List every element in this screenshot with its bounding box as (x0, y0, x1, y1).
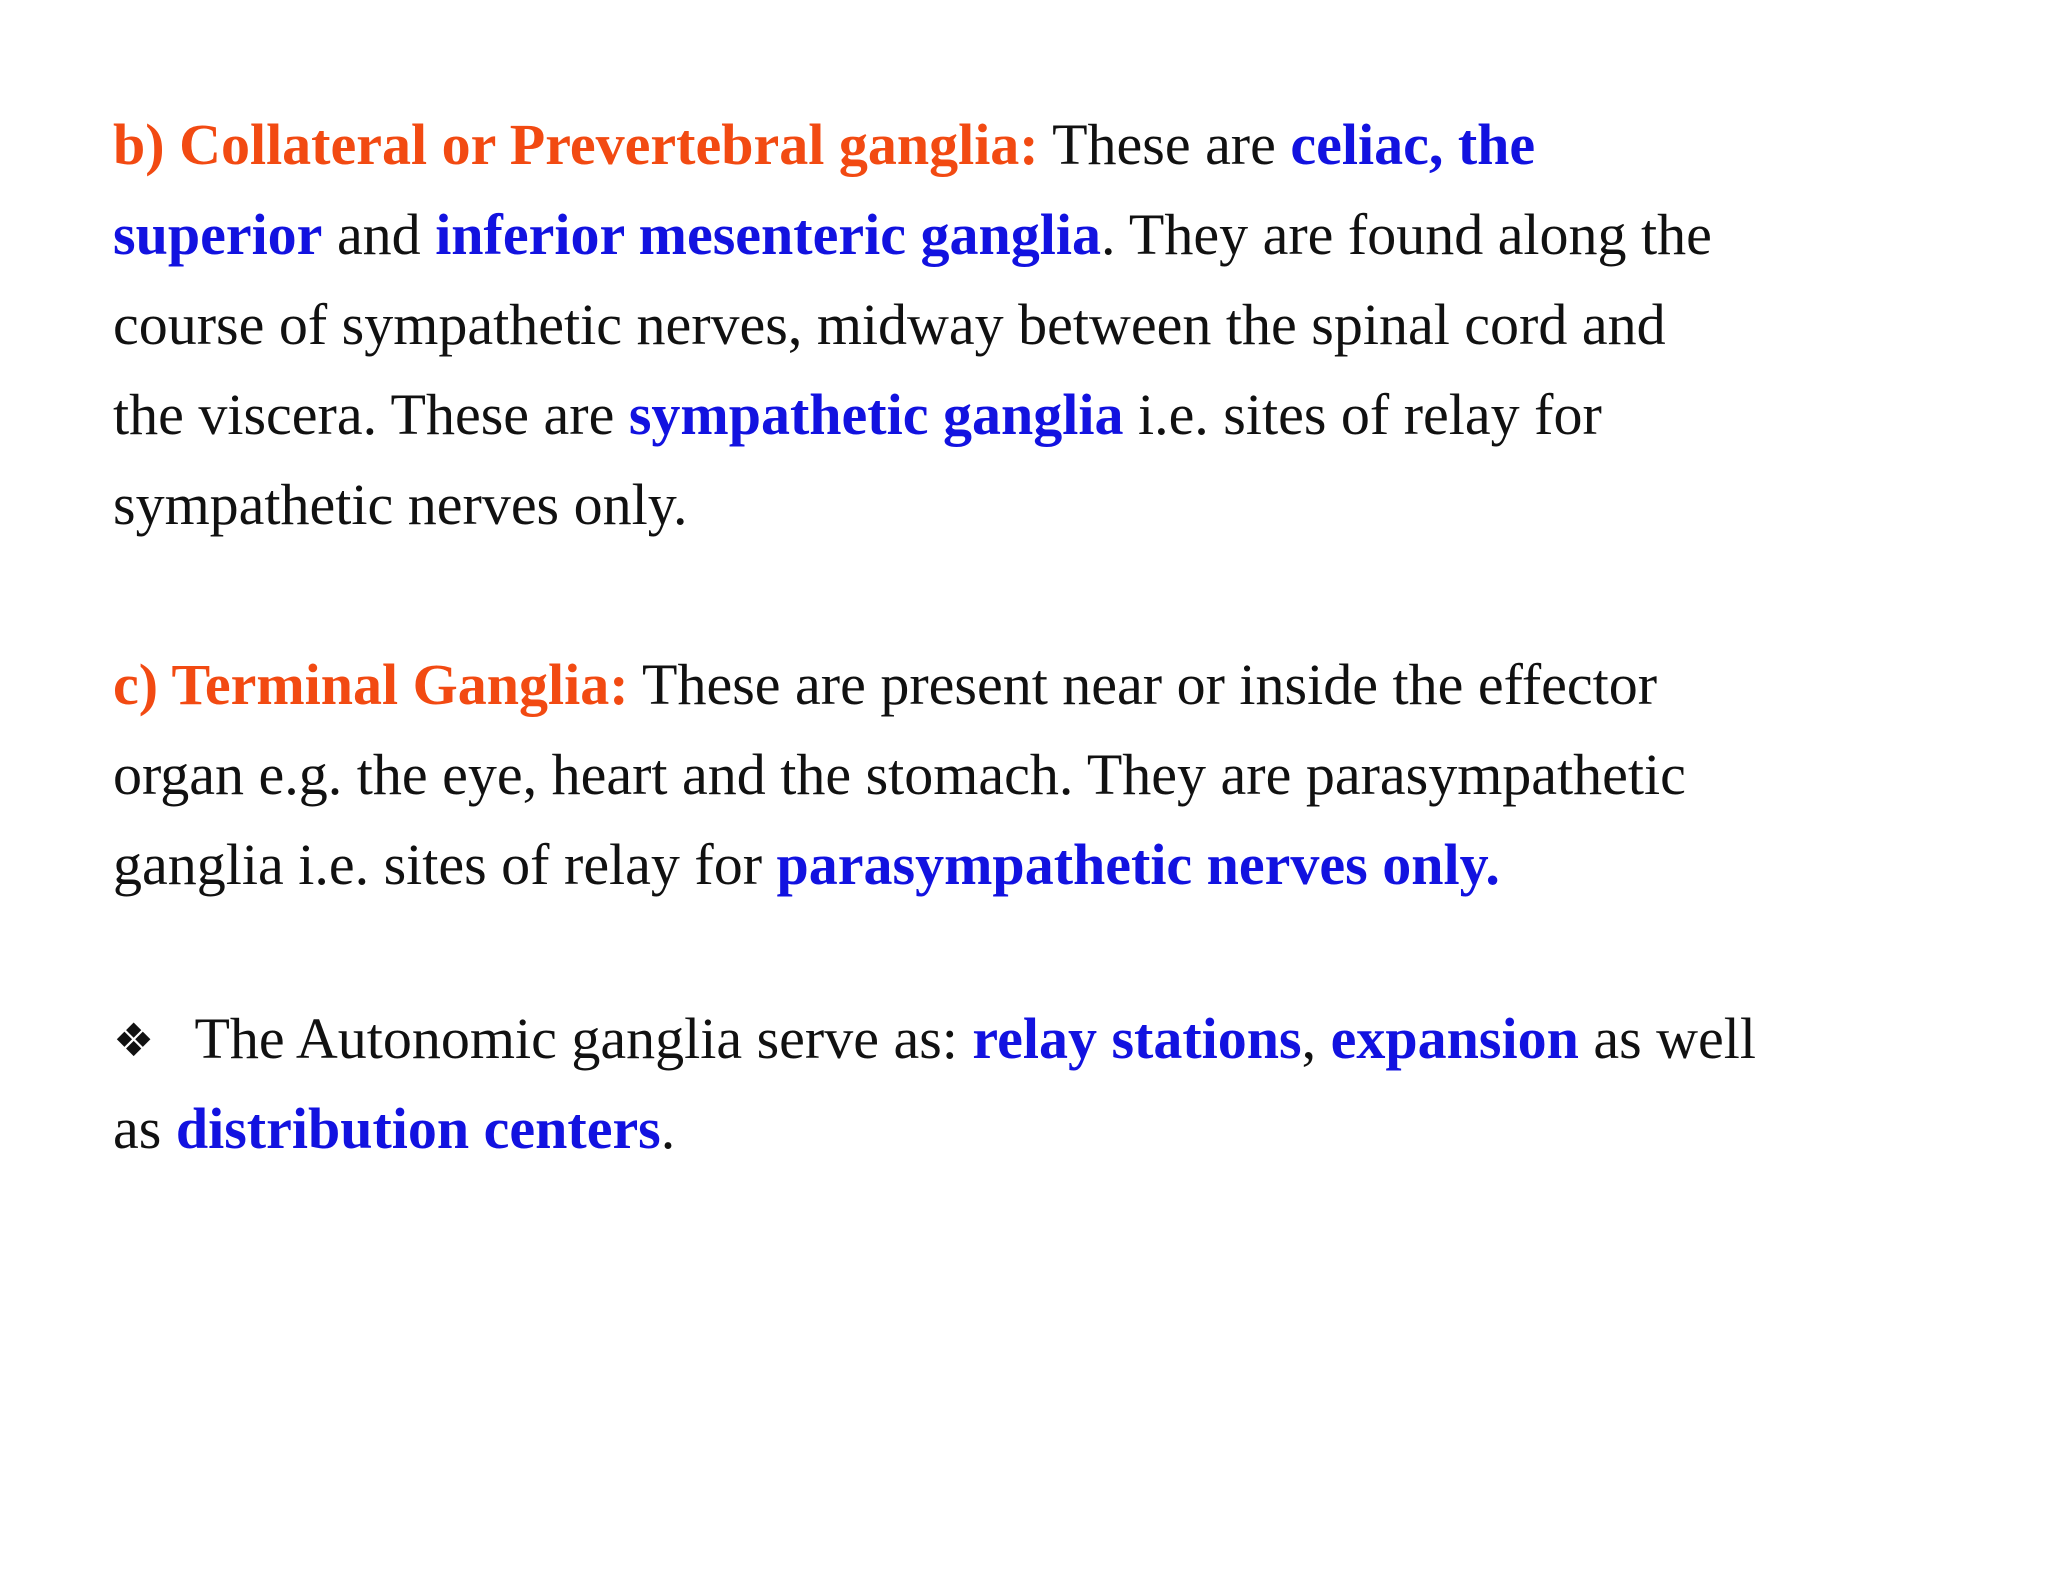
section-b-text: and (322, 202, 436, 267)
section-b-text: . They are found along the (1100, 202, 1712, 267)
section-c-text: organ e.g. the eye, heart and the stomach. They are parasympathetic (113, 742, 1686, 807)
bullet-emphasis: distribution centers (175, 1096, 661, 1161)
section-b-emphasis: celiac, the (1290, 112, 1536, 177)
section-b-heading: b) Collateral or Prevertebral ganglia: (113, 112, 1039, 177)
bullet-paragraph (113, 994, 1913, 1174)
section-b-line-3 (113, 280, 1913, 370)
section-c-line-1 (113, 640, 1913, 730)
section-b-text: the viscera. These are (113, 382, 629, 447)
section-b-line-5 (113, 460, 1913, 550)
slide-body (113, 100, 1913, 1174)
section-c-heading: c) Terminal Ganglia: (113, 652, 629, 717)
section-b-text: course of sympathetic nerves, midway between the spinal cord and (113, 292, 1666, 357)
section-b-emphasis: inferior mesenteric ganglia (435, 202, 1101, 267)
bullet-line-1 (113, 994, 1913, 1084)
section-b-line-1 (113, 100, 1913, 190)
paragraph-spacer (113, 910, 1913, 994)
section-c-text: ganglia i.e. sites of relay for (113, 832, 777, 897)
bullet-text: as well (1578, 1006, 1756, 1071)
bullet-emphasis: relay stations (972, 1006, 1302, 1071)
section-b-text: sympathetic nerves only. (113, 472, 688, 537)
bullet-text: . (660, 1096, 676, 1161)
bullet-text: The Autonomic ganglia serve as: (181, 1006, 973, 1071)
bullet-emphasis: expansion (1330, 1006, 1579, 1071)
bullet-text: as (113, 1096, 176, 1161)
section-b-emphasis: sympathetic ganglia (628, 382, 1124, 447)
section-b-text: These are (1038, 112, 1291, 177)
section-b-paragraph (113, 100, 1913, 550)
section-c-text: These are present near or inside the effector (628, 652, 1658, 717)
bullet-text: , (1301, 1006, 1331, 1071)
bullet-line-2 (113, 1084, 1913, 1174)
paragraph-spacer (113, 550, 1913, 640)
section-c-line-2 (113, 730, 1913, 820)
section-b-emphasis: superior (113, 202, 323, 267)
section-b-line-2 (113, 190, 1913, 280)
section-c-line-3 (113, 820, 1913, 910)
section-b-line-4 (113, 370, 1913, 460)
section-b-text: i.e. sites of relay for (1123, 382, 1602, 447)
section-c-emphasis: parasympathetic nerves only. (776, 832, 1500, 897)
section-c-paragraph (113, 640, 1913, 910)
four-diamond-bullet-icon: ❖ (113, 1013, 155, 1067)
